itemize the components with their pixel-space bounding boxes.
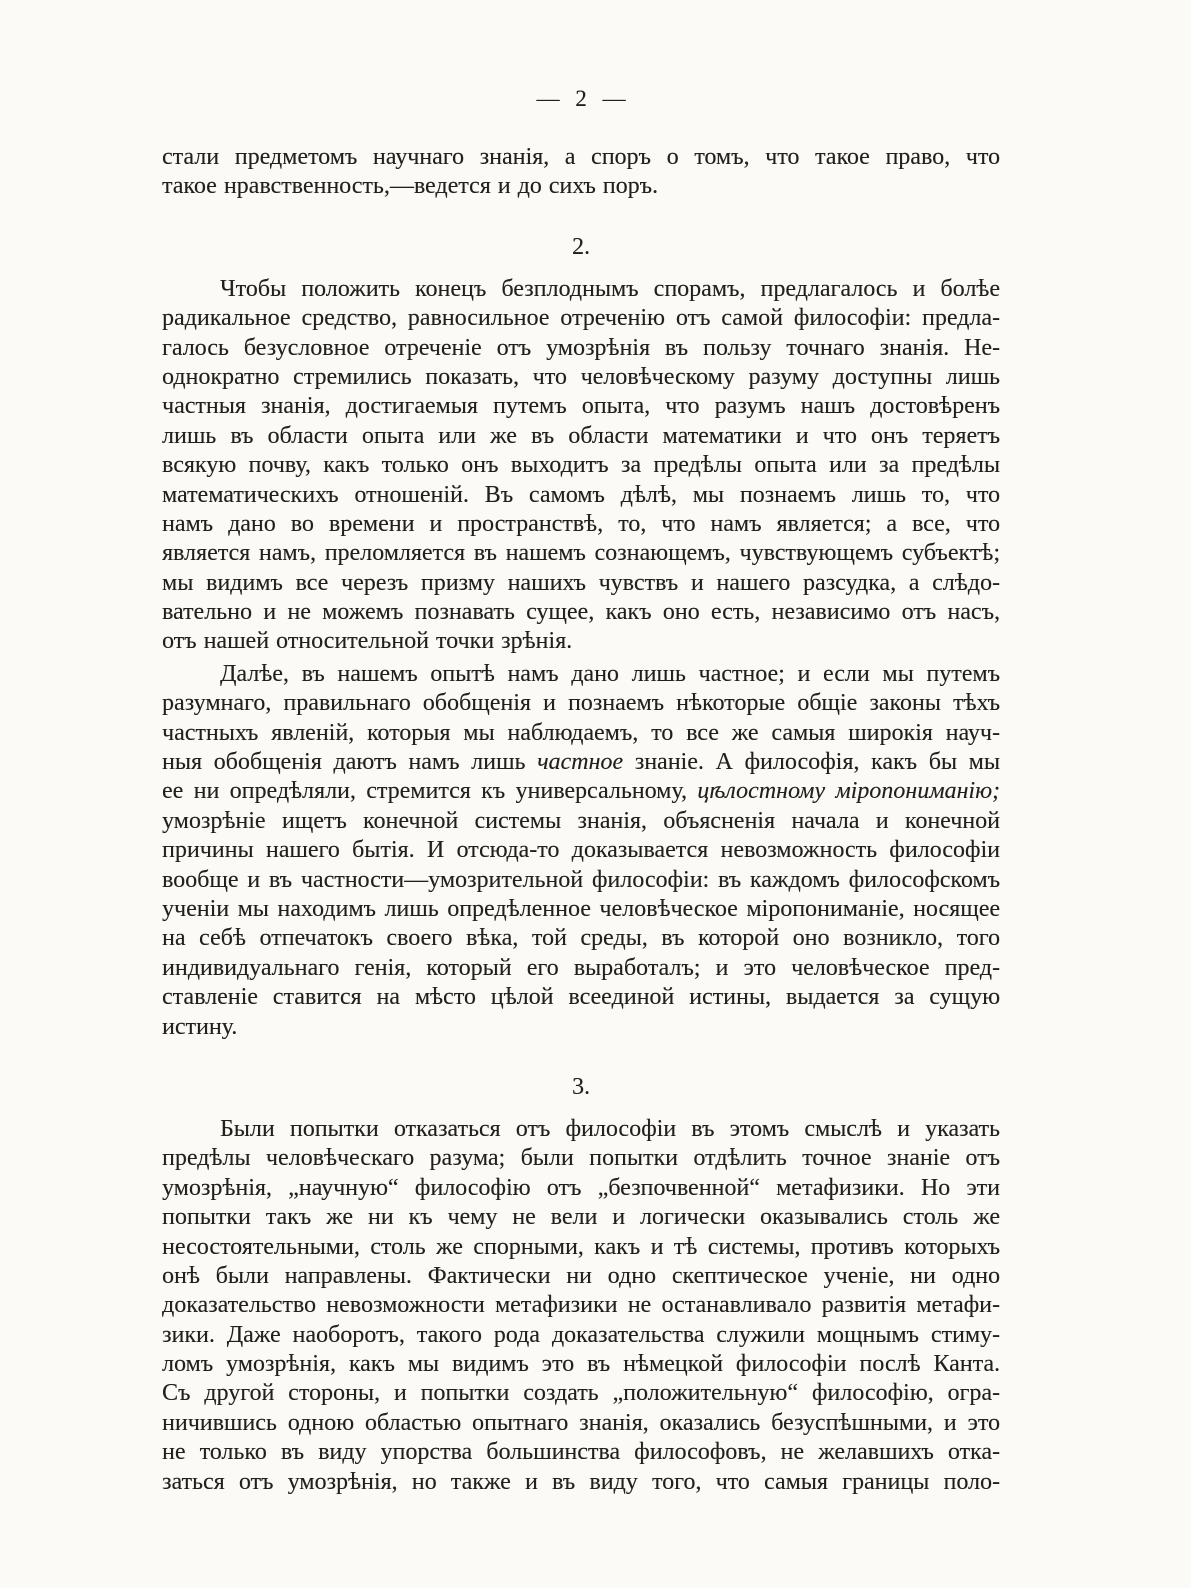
text-line	[162, 924, 1000, 953]
text-segment: несостоятельными, столь же спорными, какъ и тѣ системы, противъ которыхъ	[162, 1233, 1000, 1260]
text-line	[162, 1144, 1000, 1173]
text-segment: умозрѣніе ищетъ конечной системы знанія, объясненія начала и конечной	[162, 807, 1000, 834]
italic-text: цѣлостному міропониманію;	[697, 778, 1000, 805]
text-segment: не только въ виду упорства большинства философовъ, не желавшихъ отка-	[162, 1439, 1000, 1466]
text-segment: разумнаго, правильнаго обобщенія и познаемъ нѣкоторые общіе законы тѣхъ	[162, 690, 1000, 717]
text-line	[162, 660, 1000, 689]
text-segment: попытки такъ же ни къ чему не вели и логически оказывались столь же	[162, 1204, 1000, 1231]
text-line	[162, 1203, 1000, 1232]
text-line	[162, 598, 1000, 627]
text-segment: такое нравственность,—ведется и до сихъ поръ.	[162, 173, 659, 200]
text-line	[162, 689, 1000, 718]
text-segment: онѣ были направлены. Фактически ни одно скептическое ученіе, ни одно	[162, 1262, 1000, 1289]
text-line	[162, 866, 1000, 895]
text-segment: вообще и въ частности—умозрительной философіи: въ каждомъ философскомъ	[162, 866, 1000, 893]
text-line	[162, 777, 1000, 806]
italic-text: частное	[537, 749, 624, 776]
text-segment: ставленіе ставится на мѣсто цѣлой всеединой истины, выдается за сущую	[162, 984, 1000, 1011]
text-line	[162, 954, 1000, 983]
section-heading: 2.	[572, 233, 590, 260]
text-line	[162, 510, 1000, 539]
page-number: — 2 —	[536, 86, 626, 111]
text-line	[162, 895, 1000, 924]
text-segment: зики. Даже наоборотъ, такого рода доказательства служили мощнымъ стиму-	[162, 1321, 1000, 1348]
text-segment: математическихъ отношеній. Въ самомъ дѣлѣ, мы познаемъ лишь то, что	[162, 481, 1000, 508]
text-line	[162, 983, 1000, 1012]
text-segment: намъ дано во времени и пространствѣ, то, что намъ является; а все, что	[162, 510, 1000, 537]
text-line	[162, 1468, 1000, 1497]
text-segment: Съ другой стороны, и попытки создать „положительную“ философію, огра-	[162, 1380, 1000, 1407]
text-line	[162, 1262, 1000, 1291]
text-segment: ее ни опредѣляли, стремится къ универсальному,	[162, 778, 698, 805]
text-line	[162, 1013, 1000, 1042]
page-text	[162, 143, 1000, 1497]
text-line	[162, 392, 1000, 421]
text-segment: причины нашего бытія. И отсюда-то доказывается невозможность философіи	[162, 837, 1000, 864]
text-line	[162, 172, 1000, 201]
text-line	[162, 627, 1000, 656]
text-segment: радикальное средство, равносильное отреченію отъ самой философіи: предла-	[162, 305, 1000, 332]
text-line	[162, 748, 1000, 777]
text-line	[162, 836, 1000, 865]
text-segment: на себѣ отпечатокъ своего вѣка, той среды, въ которой оно возникло, того	[162, 925, 1000, 952]
text-segment: ученіи мы находимъ лишь опредѣленное человѣческое міропониманіе, носящее	[162, 895, 1000, 922]
text-line	[162, 143, 1000, 172]
text-line	[162, 481, 1000, 510]
text-segment: ничившись одною областью опытнаго знанія, оказались безуспѣшными, и это	[162, 1409, 1000, 1436]
text-segment: вательно и не можемъ познавать сущее, какъ оно есть, независимо отъ насъ,	[162, 599, 1000, 626]
text-line	[162, 1233, 1000, 1262]
text-segment: всякую почву, какъ только онъ выходитъ за предѣлы опыта или за предѣлы	[162, 452, 1000, 479]
text-line	[162, 363, 1000, 392]
text-line	[162, 1115, 1000, 1144]
text-line	[162, 1174, 1000, 1203]
text-line	[162, 719, 1000, 748]
text-line	[162, 569, 1000, 598]
text-segment: ломъ умозрѣнія, какъ мы видимъ это въ нѣмецкой философіи послѣ Канта.	[162, 1351, 1000, 1378]
text-line	[162, 334, 1000, 363]
section-heading: 3.	[572, 1073, 590, 1100]
text-segment: Чтобы положить конецъ безплоднымъ спорамъ, предлагалось и болѣе	[220, 275, 1000, 302]
text-segment: умозрѣнія, „научную“ философію отъ „безпочвенной“ метафизики. Но эти	[162, 1174, 1000, 1201]
text-line	[162, 422, 1000, 451]
text-line	[162, 304, 1000, 333]
text-segment: Далѣе, въ нашемъ опытѣ намъ дано лишь частное; и если мы путемъ	[220, 660, 1000, 687]
text-segment: стали предметомъ научнаго знанія, а споръ о томъ, что такое право, что	[162, 144, 1000, 170]
text-segment: лишь въ области опыта или же въ области математики и что онъ теряетъ	[162, 422, 1000, 449]
text-segment: является намъ, преломляется въ нашемъ сознающемъ, чувствующемъ субъектѣ;	[162, 540, 1000, 567]
text-line	[162, 1291, 1000, 1320]
text-line	[162, 1321, 1000, 1350]
text-segment: заться отъ умозрѣнія, но также и въ виду того, что самыя границы поло-	[162, 1468, 1000, 1495]
text-line	[162, 807, 1000, 836]
paragraph	[162, 143, 1000, 202]
text-segment: мы видимъ все черезъ призму нашихъ чувствъ и нашего разсудка, а слѣдо-	[162, 569, 1000, 596]
paragraph	[162, 660, 1000, 1042]
text-line	[162, 1350, 1000, 1379]
text-segment: галось безусловное отреченіе отъ умозрѣнія въ пользу точнаго знанія. Не-	[162, 334, 1000, 361]
text-segment: частныя знанія, достигаемыя путемъ опыта, что разумъ нашъ достовѣренъ	[162, 393, 1000, 420]
text-line	[162, 539, 1000, 568]
text-segment: однократно стремились показать, что человѣческому разуму доступны лишь	[162, 363, 1000, 390]
text-line	[162, 1379, 1000, 1408]
text-line	[162, 451, 1000, 480]
text-line	[162, 275, 1000, 304]
text-line	[162, 1409, 1000, 1438]
text-segment: предѣлы человѣческаго разума; были попытки отдѣлить точное знаніе отъ	[162, 1145, 1000, 1172]
text-segment: истину.	[162, 1013, 238, 1040]
paragraph	[162, 1115, 1000, 1497]
text-segment: индивидуальнаго генія, который его выработалъ; и это человѣческое пред-	[162, 954, 1000, 981]
text-segment: ныя обобщенія даютъ намъ лишь	[162, 749, 538, 776]
text-segment: Были попытки отказаться отъ философіи въ этомъ смыслѣ и указать	[220, 1115, 1000, 1142]
text-segment: частныхъ явленій, которыя мы наблюдаемъ, то все же самыя широкія науч-	[162, 719, 1000, 746]
text-line	[162, 1438, 1000, 1467]
text-segment: доказательство невозможности метафизики не останавливало развитія метафи-	[162, 1292, 1000, 1319]
paragraph	[162, 275, 1000, 657]
text-segment: отъ нашей относительной точки зрѣнія.	[162, 628, 573, 655]
text-segment: знаніе. А философія, какъ бы мы	[623, 749, 1000, 776]
